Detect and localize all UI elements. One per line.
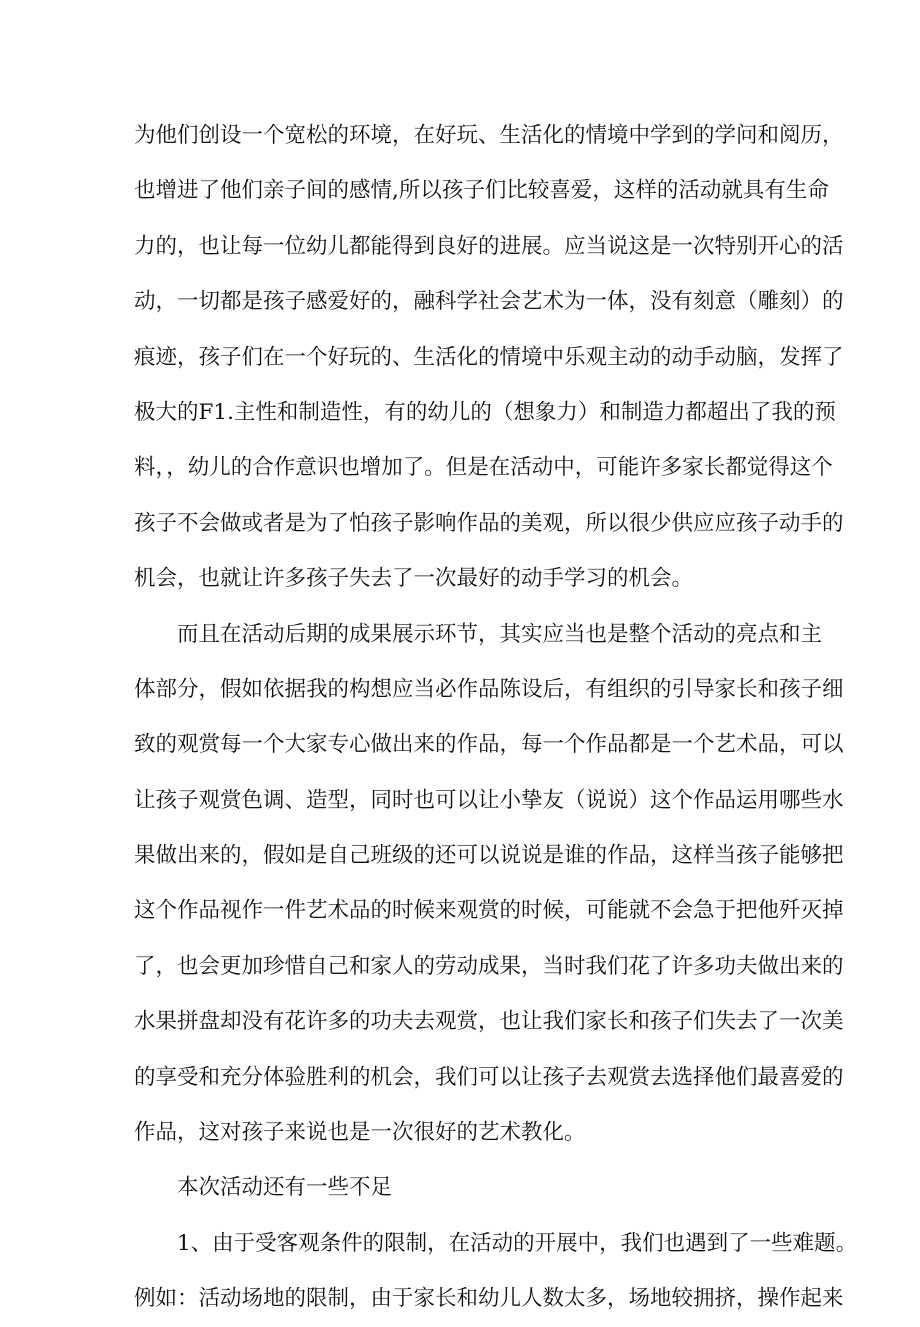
text-line: 体部分，假如依据我的构想应当必作品陈设后，有组织的引导家长和孩子细 <box>134 676 844 702</box>
text-line: 这个作品视作一件艺术品的时候来观赏的时候，可能就不会急于把他歼灭掉 <box>134 898 844 924</box>
paragraph-3 <box>134 1160 796 1215</box>
text-line: 极大的F1.主性和制造性，有的幼儿的（想象力）和制造力都超出了我的预 <box>134 399 836 425</box>
paragraph-2 <box>134 607 844 1161</box>
text-line: 动，一切都是孩子感爱好的，融科学社会艺术为一体，没有刻意（雕刻）的 <box>134 289 844 315</box>
text-line: 料，，幼儿的合作意识也增加了。但是在活动中，可能许多家长都觉得这个 <box>134 455 833 481</box>
text-line: 让孩子观赏色调、造型，同时也可以让小挚友（说说）这个作品运用哪些水 <box>134 787 844 813</box>
text-line: 为他们创设一个宽松的环境，在好玩、生活化的情境中学到的学问和阅历， <box>134 123 844 148</box>
text-line: 的享受和充分体验胜利的机会，我们可以让孩子去观赏去选择他们最喜爱的 <box>134 1064 844 1090</box>
text-line: 水果拼盘却没有花许多的功夫去观赏，也让我们家长和孩子们失去了一次美 <box>134 1009 844 1035</box>
paragraph-4 <box>134 1216 858 1327</box>
text-line: 1、由于受客观条件的限制，在活动的开展中，我们也遇到了一些难题。 <box>177 1230 858 1256</box>
text-line: 孩子不会做或者是为了怕孩子影响作品的美观，所以很少供应应孩子动手的 <box>134 510 844 536</box>
text-line: 例如：活动场地的限制，由于家长和幼儿人数太多，场地较拥挤，操作起来 <box>134 1286 844 1312</box>
text-line: 作品，这对孩子来说也是一次很好的艺术教化。 <box>134 1120 586 1146</box>
text-line: 致的观赏每一个大家专心做出来的作品，每一个作品都是一个艺术品，可以 <box>134 732 844 758</box>
text-line: 而且在活动后期的成果展示环节，其实应当也是整个活动的亮点和主 <box>177 621 823 647</box>
text-line: 机会，也就让许多孩子失去了一次最好的动手学习的机会。 <box>134 566 694 592</box>
text-line: 力的，也让每一位幼儿都能得到良好的进展。应当说这是一次特别开心的活 <box>134 233 844 259</box>
text-line: 了，也会更加珍惜自己和家人的劳动成果，当时我们花了许多功夫做出来的 <box>134 953 844 979</box>
text-line: 也增进了他们亲子间的感情,所以孩子们比较喜爱，这样的活动就具有生命 <box>134 178 829 204</box>
section-heading: 本次活动还有一些不足 <box>177 1175 393 1201</box>
document-body <box>134 108 858 1327</box>
paragraph-1 <box>134 108 844 607</box>
text-line: 果做出来的，假如是自己班级的还可以说说是谁的作品，这样当孩子能够把 <box>134 843 844 869</box>
text-line: 痕迹，孩子们在一个好玩的、生活化的情境中乐观主动的动手动脑，发挥了 <box>134 344 844 370</box>
